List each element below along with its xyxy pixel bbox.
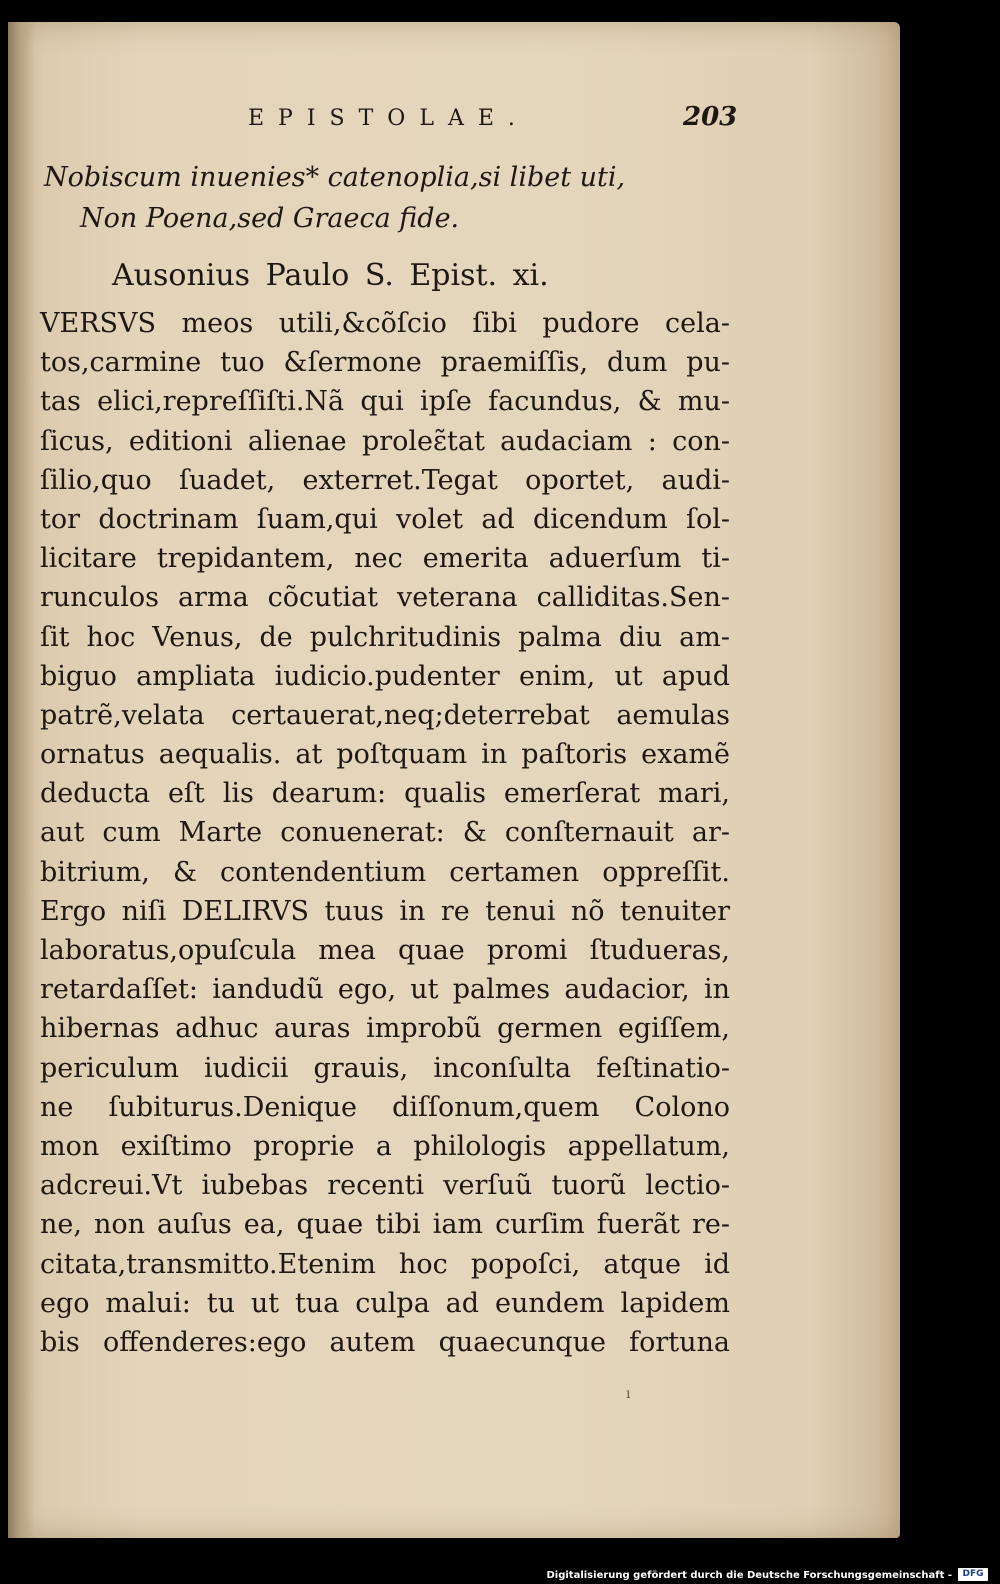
text-line: ſilio,quo ſuadet, exterret.Tegat oportet, audi-: [40, 464, 730, 496]
text-line: adcreui.Vt iubebas recenti verſuũ tuorũ lectio-: [40, 1170, 730, 1202]
text-line: mon exiſtimo proprie a philologis appellatum,: [40, 1130, 730, 1162]
text-line: tor doctrinam ſuam,qui volet ad dicendum ſol-: [40, 503, 730, 535]
text-line: ornatus aequalis. at poſtquam in paſtoris examẽ: [40, 739, 730, 771]
text-line: ego malui: tu ut tua culpa ad eundem lapidem: [40, 1287, 730, 1319]
text-line: ſicus, editioni alienae proleɛ̃tat audaciam : con-: [40, 425, 730, 457]
text-line: citata,transmitto.Etenim hoc popoſci, atque id: [40, 1248, 730, 1280]
epistle-heading: Ausonius Paulo S. Epist. xi.: [112, 258, 549, 293]
text-line: ſit hoc Venus, de pulchritudinis palma diu am-: [40, 621, 730, 653]
epistle-body: [40, 304, 730, 1362]
text-line: laboratus,opuſcula mea quae promi ſtudueras,: [40, 935, 730, 966]
book-page: [8, 22, 900, 1538]
text-line: patrẽ,velata certauerat,neq;deterrebat aemulas: [40, 699, 730, 731]
page-number: 203: [683, 102, 738, 132]
running-head: EPISTOLAE.: [248, 106, 529, 131]
funding-credit: Digitalisierung gefördert durch die Deutsche Forschungsgemeinschaft -: [546, 1570, 952, 1581]
text-line: VERSVS meos utili,&cõſcio ſibi pudore cela-: [40, 308, 730, 339]
text-line: ne, non auſus ea, quae tibi iam curſim fuerãt re-: [40, 1209, 730, 1241]
text-line: runculos arma cõcutiat veterana calliditas.Sen-: [40, 582, 730, 614]
verse-line: Non Poena,sed Graeca fide.: [80, 203, 460, 234]
text-line: licitare trepidantem, nec emerita aduerſum ti-: [40, 543, 730, 575]
text-line: ne ſubiturus.Denique diſſonum,quem Colono: [40, 1091, 730, 1123]
verse-line: Nobiscum inuenies* catenoplia,si libet uti,: [44, 162, 626, 193]
page-gutter: [8, 22, 34, 1538]
text-line: retardaſſet: iandudũ ego, ut palmes audacior, in: [40, 974, 730, 1006]
text-line: aut cum Marte conuenerat: & conſternauit ar-: [40, 817, 730, 849]
text-line: deducta eſt lis dearum: qualis emerſerat mari,: [40, 778, 730, 810]
text-line: hibernas adhuc auras improbũ germen egiſſem,: [40, 1013, 730, 1045]
text-line: bitrium, & contendentium certamen oppreſſit.: [40, 856, 730, 888]
text-line: Ergo niſi DELIRVS tuus in re tenui nõ tenuiter: [40, 895, 730, 927]
text-line: tos,carmine tuo &ſermone praemiſſis, dum pu-: [40, 347, 730, 379]
dfg-logo: DFG: [958, 1568, 988, 1581]
margin-mark: ı: [626, 1386, 631, 1402]
text-line: tas elici,repreſſiſti.Nã qui ipſe facundus, & mu-: [40, 386, 730, 418]
text-line: biguo ampliata iudicio.pudenter enim, ut apud: [40, 660, 730, 692]
text-line: bis offenderes:ego autem quaecunque fortuna: [40, 1326, 730, 1358]
text-line: periculum iudicii grauis, inconſulta feſtinatio-: [40, 1052, 730, 1084]
